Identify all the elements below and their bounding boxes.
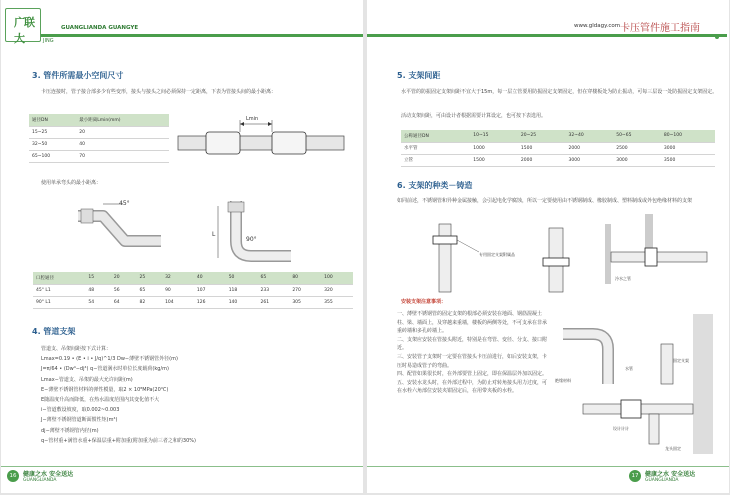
label-insulation: 绝缘材料 [555, 378, 571, 383]
section-5-note: 活动支架间距，可由设计者根据需要计算设定，也可按下表选用。 [401, 113, 547, 119]
fig2-label: 冷水之管 [615, 276, 631, 281]
label-dev: 设计计计 [613, 426, 629, 431]
header-rule [41, 34, 363, 37]
logo-text: 广联大 [14, 16, 34, 45]
angle-45-label: 45° [119, 200, 130, 207]
section-6-paragraph: 如同前述，不锈钢管和异种金属接触，会引起电化学腐蚀，所以一定要使用由不锈钢制成、橡胶制成、塑料制成或外包绝缘材料的支架 [397, 198, 693, 204]
page-number: 16 [7, 470, 19, 482]
support-pipe-diagram [527, 222, 587, 294]
label-pipe: 水管 [625, 366, 633, 371]
brand-logo [5, 8, 41, 45]
support-notes: 一、薄壁不锈钢管的固定支架的根部必须安装在地面、钢筋混凝土柱、梁、墙面上，及穿越来重墙，楼板的两侧等处，不可支承在非承重砖墙和多孔砖墙上。 二、支架应安装在管接头附近，特别是在弯管、变径、分支、接口附近。 三、安装管子支架时一定要在管接头卡压前进行，如后安装支架，卡压时易造成管子的弯曲。 四、配管如果很长时，在外部要管上固定，即在保温层外加以固定。 五、安装水龙头时，在外部过程中，为防止对转角接头用力过度，可在水栓六角部位安装夹钳固定后，在用带夹板的水栓。 [397, 311, 548, 395]
section-3-title: 3. 管件所需最小空间尺寸 [32, 71, 124, 80]
fig1-label: 专用固定支架附属品 [479, 252, 515, 257]
elbow-distance-table: 口腔通径 15 20 25 32 40 50 65 80 100 45° L1 48 56 65 90 107 118 233 270 320 90° L1 54 64 82 104 126 140 261 305 355 [33, 272, 353, 309]
footer-rule [367, 466, 729, 467]
footer-rule [1, 466, 363, 467]
min-distance-table: 通径DN 最小距离Lmin(mm) 15~25 20 32~50 40 65~100 70 [29, 114, 169, 163]
section-4-title: 4. 管道支架 [32, 327, 76, 336]
footer-brand: GUANGLIANDA [645, 478, 679, 483]
header-rule [367, 34, 727, 37]
section-5-title: 5. 支架间距 [397, 71, 441, 80]
lmin-label: Lmin [246, 116, 259, 122]
section-3-intro: 卡压连接时，管子接合部多少有些变形，接头与接头之间必须保持一定距离，下表为管接头间的最小距离： [41, 89, 277, 95]
fitting-support-diagram [553, 304, 723, 460]
wall-support-diagram [605, 214, 715, 296]
elbow-45-diagram [73, 196, 163, 264]
fixed-support-diagram [419, 222, 529, 294]
page-number: 17 [629, 470, 641, 482]
label-tap: 龙头固定 [665, 446, 681, 451]
label-fix: 固定支架 [673, 358, 689, 363]
footer-slogan: 健康之水 安全送达 [23, 471, 74, 478]
header-title: 卡压管件施工指南 [620, 23, 700, 34]
elbow-caption: 使用单承弯头的最小距离： [41, 180, 102, 186]
support-spacing-table: 公称通径DN 10~15 20~25 32~40 50~65 80~100 水平管 1000 1500 2000 2500 3000 立管 1500 2000 3000 3000 3500 [401, 130, 715, 167]
section-4-formula: 管道支、吊架间距按下式计算： Lmax=0.19 • (E • i • J/q)^1/3 Dw−薄壁不锈钢管外径(m) J=π/64 • (Dw⁴−dj⁴) q−管道满水时单位长度载荷(kg/m) Lmax−管道支、吊架的最大允许间距(m) E−薄壁不锈钢管材料的弹性模量，取2 × 10⁸MPa(20℃) E随温度升高而降低，在热水温度范围内其变化值不大 i−管道敷设坡度，取0.002~0.003 J−薄壁不锈钢管道断面惯性矩(m⁴) dj−薄壁不锈钢管内径(m) q−管材重+满管水重+保温层重+附加重(附加重为前三者之和的30%) [41, 346, 196, 444]
dimension-l-label: L [212, 231, 216, 238]
footer-brand: GUANGLIANDA [23, 478, 57, 483]
angle-90-label: 90° [246, 236, 257, 243]
elbow-90-diagram [206, 196, 296, 268]
section-5-paragraph: 水平管的防振固定支架间距不宜大于15m，每一层立管要用防振固定支架固定，但在穿楼板处为防止振动，可每三层设一处防振固定支架固定。 [401, 89, 718, 95]
right-page [367, 0, 729, 493]
notes-title: 安装支架注意事项： [401, 299, 447, 305]
logo-sub: JING [43, 38, 54, 44]
logo-english: GUANGLIANDA GUANGYE [61, 25, 139, 31]
header-dots [715, 24, 719, 43]
header-url: www.gldagy.com [574, 23, 621, 29]
footer-slogan: 健康之水 安全送达 [645, 471, 696, 478]
section-6-title: 6. 支架的种类－铸造 [397, 181, 473, 190]
pipe-joint-diagram [176, 110, 346, 160]
left-page [1, 0, 363, 493]
